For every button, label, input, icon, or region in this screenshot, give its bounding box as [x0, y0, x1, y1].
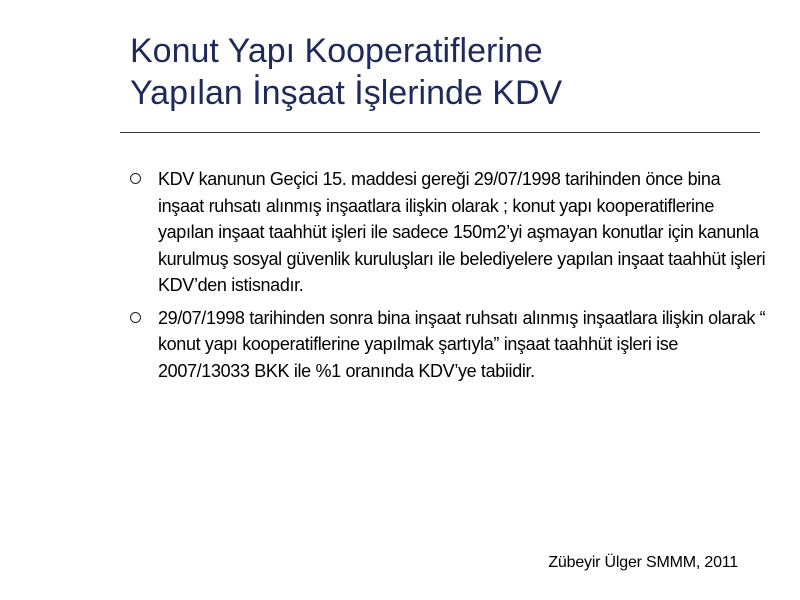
bullet-text-1: KDV kanunun Geçici 15. maddesi gereği 29/07/1998 tarihinden önce bina inşaat ruhsatı alınmış inşaatlara ilişkin olarak ; konut yapı kooperatiflerine yapılan inşaat taahhüt işleri ile sadece 150m2’yi aşmayan konutlar için kanunla kurulmuş sosyal güvenlik kuruluşları ile belediyelere yapılan inşaat taahhüt işleri KDV’den istisnadır.: [158, 169, 766, 295]
footer-credit: Zübeyir Ülger SMMM, 2011: [548, 554, 738, 571]
title-divider: [120, 132, 760, 133]
bullet-list: [128, 166, 768, 390]
slide-title-line-1: Konut Yapı Kooperatiflerine: [130, 32, 543, 70]
slide-title-line-2: Yapılan İnşaat İşlerinde KDV: [130, 74, 563, 112]
hollow-circle-icon: [130, 312, 141, 323]
slide-title: [130, 30, 770, 114]
bullet-item-1: [128, 166, 768, 299]
hollow-circle-icon: [130, 173, 141, 184]
bullet-text-2: 29/07/1998 tarihinden sonra bina inşaat ruhsatı alınmış inşaatlara ilişkin olarak “ konut yapı kooperatiflerine yapılmak şartıyla” inşaat taahhüt işleri ise 2007/13033 BKK ile %1 oranında KDV’ye tabiidir.: [158, 307, 766, 381]
bullet-item-2: [128, 305, 768, 385]
